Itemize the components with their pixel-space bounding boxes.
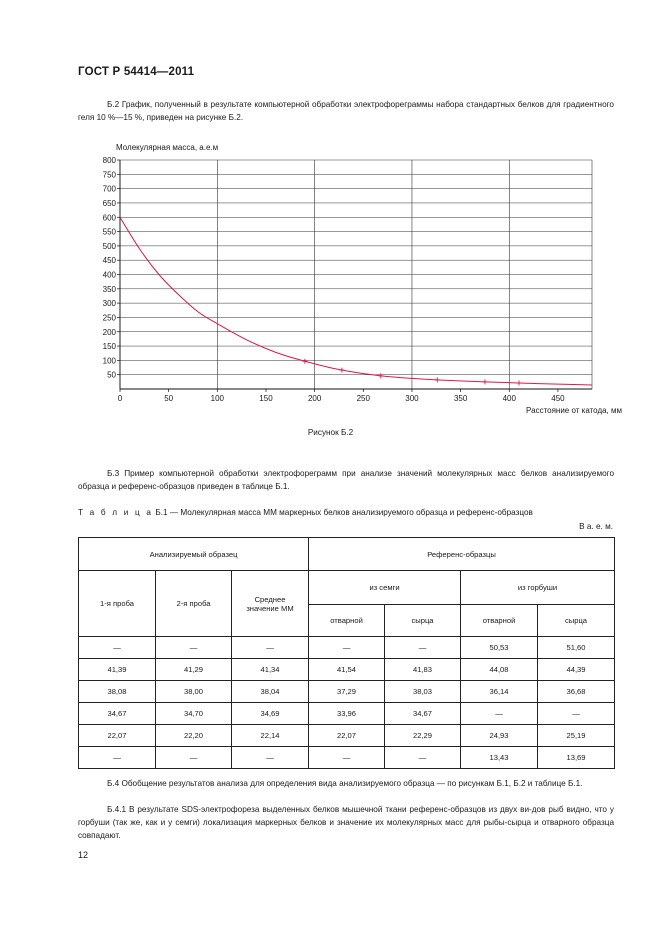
- header-gorbusha-boiled: отварной: [461, 605, 538, 637]
- table-cell: —: [79, 637, 156, 659]
- header-semga-boiled: отварной: [309, 605, 385, 637]
- figure-caption: Рисунок Б.2: [307, 428, 354, 437]
- table-cell: —: [309, 637, 385, 659]
- table-cell: 33,96: [309, 703, 385, 725]
- header-semga-raw: сырца: [385, 605, 461, 637]
- paragraph-b3: Б.3 Пример компьютерной обработки электрофореграмм при анализе значений молекулярных масс белков анализируемого образца и референс-образцов приведен в таблице Б.1.: [78, 469, 614, 491]
- chart-y-tick-label: 750: [102, 170, 116, 180]
- table-cell: 13,43: [461, 747, 538, 769]
- table-cell: 34,67: [385, 703, 461, 725]
- chart-y-tick-label: 150: [102, 342, 116, 352]
- chart-point: [378, 373, 383, 378]
- table-cell: —: [385, 747, 461, 769]
- chart-x-tick-label: 0: [117, 394, 123, 403]
- table-cell: 41,54: [309, 659, 385, 681]
- table-cell: 44,39: [538, 659, 615, 681]
- table-cell: —: [385, 637, 461, 659]
- table-cell: —: [232, 637, 309, 659]
- page-number: 12: [78, 850, 89, 860]
- chart-x-tick-label: 50: [164, 394, 174, 403]
- table-body: [79, 637, 615, 769]
- chart-x-tick-label: 250: [356, 394, 370, 403]
- chart-x-tick-label: 300: [405, 394, 419, 403]
- table-row: [79, 681, 615, 703]
- header-sample-1: 1-я проба: [79, 571, 156, 637]
- table-units: В а. е. м.: [579, 522, 613, 531]
- chart-point: [302, 359, 307, 364]
- chart-y-tick-label: 500: [102, 241, 116, 251]
- document-header: ГОСТ Р 54414—2011: [78, 66, 195, 78]
- header-gorbusha: из горбуши: [461, 571, 615, 605]
- chart-y-tick-label: 200: [102, 327, 116, 337]
- chart-grid: [120, 160, 592, 389]
- table-label: Т а б л и ц а: [78, 508, 154, 517]
- table-title: [78, 508, 533, 517]
- chart-series-line: [120, 217, 592, 385]
- chart-x-tick-label: 450: [551, 394, 565, 403]
- table-cell: 41,83: [385, 659, 461, 681]
- header-sample-2: 2-я проба: [156, 571, 232, 637]
- table-title-text: Б.1 — Молекулярная масса ММ маркерных белков анализируемого образца и референс-образцов: [155, 508, 533, 517]
- chart-axes: [117, 160, 592, 392]
- chart-y-tick-label: 450: [102, 256, 116, 266]
- chart-y-tick-label: 550: [102, 227, 116, 237]
- table-cell: 13,69: [538, 747, 615, 769]
- table-row: [79, 637, 615, 659]
- table-cell: —: [156, 637, 232, 659]
- chart-point: [482, 379, 487, 384]
- table-row: [79, 725, 615, 747]
- table-cell: 41,29: [156, 659, 232, 681]
- chart-y-tick-label: 700: [102, 184, 116, 194]
- chart-x-tick-label: 350: [453, 394, 468, 403]
- chart-y-tick-label: 300: [102, 299, 116, 309]
- table-cell: —: [156, 747, 232, 769]
- table-cell: 22,29: [385, 725, 461, 747]
- table-cell: —: [538, 703, 615, 725]
- table-cell: —: [232, 747, 309, 769]
- table-row: [79, 703, 615, 725]
- table-cell: 34,69: [232, 703, 309, 725]
- table-cell: 38,00: [156, 681, 232, 703]
- table-cell: 34,67: [79, 703, 156, 725]
- table-cell: —: [79, 747, 156, 769]
- chart-x-tick-label: 100: [210, 394, 224, 403]
- chart-x-tick-label: 400: [502, 394, 516, 403]
- molecular-mass-chart: [0, 0, 661, 420]
- table-cell: 25,19: [538, 725, 615, 747]
- header-mean-mm: Среднее значение ММ: [232, 571, 309, 637]
- chart-tick-labels: [103, 156, 566, 403]
- chart-y-tick-label: 800: [102, 156, 116, 165]
- chart-x-tick-label: 200: [307, 394, 322, 403]
- chart-y-tick-label: 400: [102, 270, 116, 280]
- paragraph-b41: Б.4.1 В результате SDS-электрофореза выделенных белков мышечной ткани референс-образцов из двух ви-дов рыб видно, что у горбуши (так же, как и у семги) локализация маркерных белков и значение их молекулярных масс для рыбы-сырца и отварного образца совпадают.: [78, 805, 614, 840]
- table-cell: 36,68: [538, 681, 615, 703]
- molecular-mass-table: [78, 537, 615, 769]
- table-cell: 37,29: [309, 681, 385, 703]
- table-cell: 51,60: [538, 637, 615, 659]
- paragraph-b4: Б.4 Обобщение результатов анализа для определения вида анализируемого образца — по рисункам Б.1, Б.2 и таблице Б.1.: [107, 779, 583, 788]
- table-row: [79, 659, 615, 681]
- table-cell: 24,93: [461, 725, 538, 747]
- chart-point: [435, 377, 440, 382]
- table-cell: 22,14: [232, 725, 309, 747]
- chart-y-axis-label: Молекулярная масса, а.е.м: [116, 143, 219, 152]
- header-gorbusha-raw: сырца: [538, 605, 615, 637]
- chart-x-axis-label: Расстояние от катода, мм: [526, 406, 622, 415]
- table-cell: 44,08: [461, 659, 538, 681]
- table-cell: —: [309, 747, 385, 769]
- chart-point: [339, 368, 344, 373]
- table-cell: 22,20: [156, 725, 232, 747]
- header-semga: из семги: [309, 571, 461, 605]
- table-cell: 22,07: [79, 725, 156, 747]
- table-cell: 36,14: [461, 681, 538, 703]
- table-cell: 41,34: [232, 659, 309, 681]
- table-cell: 38,08: [79, 681, 156, 703]
- header-reference-samples: Референс-образцы: [309, 538, 615, 571]
- chart-y-tick-label: 600: [102, 213, 116, 223]
- table-cell: 34,70: [156, 703, 232, 725]
- chart-x-tick-label: 150: [259, 394, 273, 403]
- chart-y-tick-label: 50: [107, 370, 116, 380]
- chart-y-tick-label: 650: [102, 198, 116, 208]
- paragraph-b2: Б.2 График, полученный в результате компьютерной обработки электрофореграммы набора стандартных белков для градиентного геля 10 %—15 %, приведен на рисунке Б.2.: [78, 100, 614, 122]
- table-cell: —: [461, 703, 538, 725]
- table-cell: 38,04: [232, 681, 309, 703]
- header-analyzed-sample: Анализируемый образец: [79, 538, 309, 571]
- chart-y-tick-label: 350: [102, 284, 116, 294]
- chart-point: [517, 380, 522, 385]
- chart-y-tick-label: 100: [102, 356, 116, 366]
- table-cell: 38,03: [385, 681, 461, 703]
- table-row: [79, 747, 615, 769]
- table-cell: 22,07: [309, 725, 385, 747]
- table-cell: 50,53: [461, 637, 538, 659]
- table-cell: 41,39: [79, 659, 156, 681]
- chart-y-tick-label: 250: [102, 313, 116, 323]
